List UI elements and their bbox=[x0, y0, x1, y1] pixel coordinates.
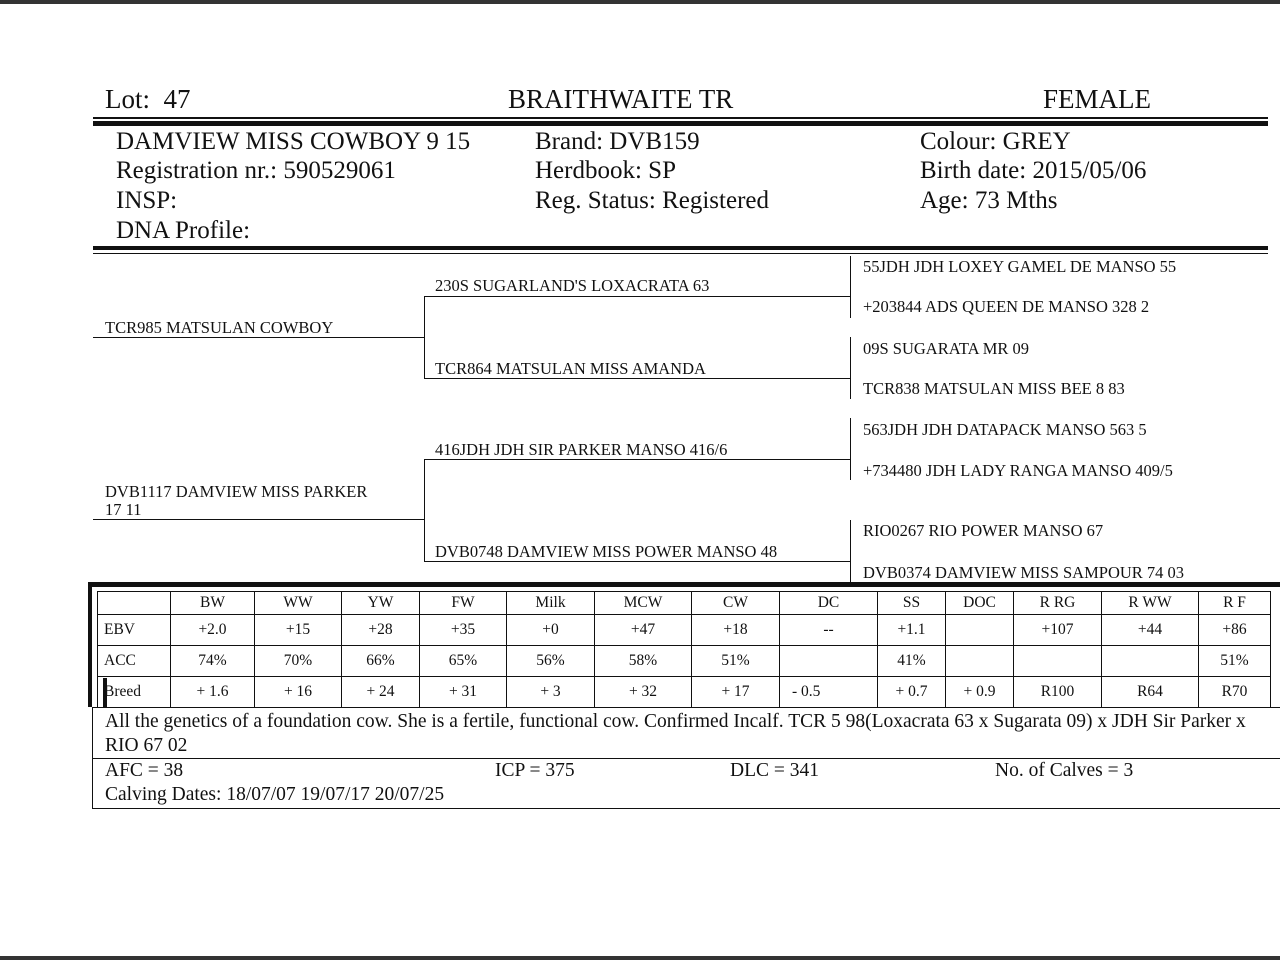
ggp-item: +734480 JDH LADY RANGA MANSO 409/5 bbox=[863, 461, 1173, 480]
breed-row bbox=[98, 677, 1271, 708]
colour-value: Colour: GREY bbox=[920, 128, 1071, 155]
breed-cell: + 3 bbox=[507, 677, 595, 708]
ebv-header-cell: R WW bbox=[1102, 592, 1199, 615]
acc-cell bbox=[1014, 646, 1102, 677]
breed-cell: + 0.9 bbox=[946, 677, 1014, 708]
age-value: Age: 73 Mths bbox=[920, 187, 1058, 214]
pedigree-dam-dam: DVB0748 DAMVIEW MISS POWER MANSO 48 bbox=[435, 542, 778, 561]
breed-row-label: Breed bbox=[98, 677, 171, 708]
ebv-row-label: EBV bbox=[98, 615, 171, 646]
ebv-cell: +44 bbox=[1102, 615, 1199, 646]
breed-cell: R70 bbox=[1199, 677, 1271, 708]
pedigree-dam: DVB1117 DAMVIEW MISS PARKER bbox=[105, 482, 368, 501]
pedigree-dam-sire: 416JDH JDH SIR PARKER MANSO 416/6 bbox=[435, 440, 728, 459]
ggp-bracket-1 bbox=[850, 256, 851, 318]
ebv-cell: +1.1 bbox=[878, 615, 946, 646]
breed-cell: + 24 bbox=[342, 677, 420, 708]
bottom-border bbox=[0, 956, 1280, 960]
dam-bracket bbox=[424, 459, 425, 561]
ggp-item: TCR838 MATSULAN MISS BEE 8 83 bbox=[863, 379, 1125, 398]
footer-bottom-rule bbox=[92, 808, 1280, 809]
ebv-header-cell: R F bbox=[1199, 592, 1271, 615]
brand-value: Brand: DVB159 bbox=[535, 128, 700, 155]
sire-bracket bbox=[424, 296, 425, 379]
ggp-bracket-2 bbox=[850, 337, 851, 399]
ebv-row bbox=[98, 615, 1271, 646]
dam-underline bbox=[93, 519, 424, 520]
insp-label: INSP: bbox=[116, 187, 178, 214]
acc-row bbox=[98, 646, 1271, 677]
acc-cell: 51% bbox=[692, 646, 780, 677]
ebv-header-cell: FW bbox=[420, 592, 507, 615]
ebv-header-cell: SS bbox=[878, 592, 946, 615]
ebv-cell: +15 bbox=[255, 615, 342, 646]
ebv-cell: +2.0 bbox=[171, 615, 255, 646]
ebv-cell: +107 bbox=[1014, 615, 1102, 646]
ebv-header-cell: CW bbox=[692, 592, 780, 615]
ggp-item: 563JDH JDH DATAPACK MANSO 563 5 bbox=[863, 420, 1147, 439]
breeder-name: BRAITHWAITE TR bbox=[508, 84, 734, 114]
top-border bbox=[0, 0, 1280, 4]
ggp-bracket-4 bbox=[850, 520, 851, 582]
pedigree-sire-dam: TCR864 MATSULAN MISS AMANDA bbox=[435, 359, 706, 378]
calving-dates: Calving Dates: 18/07/07 19/07/17 20/07/25 bbox=[105, 784, 445, 805]
ebv-cell: +0 bbox=[507, 615, 595, 646]
acc-cell: 58% bbox=[595, 646, 692, 677]
info-rule-thin bbox=[93, 253, 1268, 254]
sire-underline bbox=[93, 337, 424, 338]
ebv-header-row bbox=[98, 592, 1271, 615]
ebv-header-cell: YW bbox=[342, 592, 420, 615]
lot-number: 47 bbox=[163, 84, 191, 114]
acc-cell bbox=[1102, 646, 1199, 677]
lot-label-text: Lot: bbox=[105, 84, 150, 114]
breed-cell: + 17 bbox=[692, 677, 780, 708]
acc-cell bbox=[780, 646, 878, 677]
sex-label: FEMALE bbox=[1043, 84, 1151, 114]
lot-comment: All the genetics of a foundation cow. She is a fertile, functional cow. Confirmed Incalf. TCR 5 98(Loxacrata 63 x Sugarata 09) x JDH Sir Parker x RIO 67 02 bbox=[105, 711, 1246, 756]
ebv-cell: +35 bbox=[420, 615, 507, 646]
breed-cell: + 16 bbox=[255, 677, 342, 708]
registration-number: Registration nr.: 590529061 bbox=[116, 157, 396, 184]
ggp-item: 55JDH JDH LOXEY GAMEL DE MANSO 55 bbox=[863, 257, 1177, 276]
acc-cell: 41% bbox=[878, 646, 946, 677]
ebv-left-border bbox=[88, 582, 92, 707]
ebv-cell: +28 bbox=[342, 615, 420, 646]
ebv-header-cell: DC bbox=[780, 592, 878, 615]
ebv-cell: +47 bbox=[595, 615, 692, 646]
dam-dam-underline bbox=[424, 561, 850, 562]
header-rule-thick bbox=[93, 121, 1268, 126]
ggp-item: 09S SUGARATA MR 09 bbox=[863, 339, 1030, 358]
acc-cell: 74% bbox=[171, 646, 255, 677]
ebv-header-cell bbox=[98, 592, 171, 615]
icp-value: ICP = 375 bbox=[495, 760, 575, 781]
ebv-header-cell: MCW bbox=[595, 592, 692, 615]
ebv-table bbox=[97, 591, 1271, 708]
info-rule-thick bbox=[93, 246, 1268, 250]
ebv-cell: -- bbox=[780, 615, 878, 646]
pedigree-sire: TCR985 MATSULAN COWBOY bbox=[105, 318, 334, 337]
animal-name: DAMVIEW MISS COWBOY 9 15 bbox=[116, 128, 471, 155]
breed-cell: R64 bbox=[1102, 677, 1199, 708]
birth-date-value: Birth date: 2015/05/06 bbox=[920, 157, 1147, 184]
dam-sire-underline bbox=[424, 459, 850, 460]
breed-cell: + 1.6 bbox=[171, 677, 255, 708]
acc-row-label: ACC bbox=[98, 646, 171, 677]
acc-cell bbox=[946, 646, 1014, 677]
ebv-cell: +86 bbox=[1199, 615, 1271, 646]
comment-top-rule bbox=[92, 707, 1280, 708]
ggp-item: +203844 ADS QUEEN DE MANSO 328 2 bbox=[863, 297, 1150, 316]
afc-value: AFC = 38 bbox=[105, 760, 184, 781]
ebv-cell bbox=[946, 615, 1014, 646]
acc-cell: 51% bbox=[1199, 646, 1271, 677]
dna-profile-label: DNA Profile: bbox=[116, 217, 251, 244]
ebv-header-cell: WW bbox=[255, 592, 342, 615]
pedigree-sire-sire: 230S SUGARLAND'S LOXACRATA 63 bbox=[435, 276, 710, 295]
ggp-bracket-3 bbox=[850, 418, 851, 480]
dlc-value: DLC = 341 bbox=[730, 760, 819, 781]
acc-cell: 56% bbox=[507, 646, 595, 677]
acc-cell: 66% bbox=[342, 646, 420, 677]
lot-label bbox=[105, 84, 191, 115]
ebv-header-cell: Milk bbox=[507, 592, 595, 615]
herdbook-value: Herdbook: SP bbox=[535, 157, 676, 184]
sire-dam-underline bbox=[424, 378, 850, 379]
acc-cell: 70% bbox=[255, 646, 342, 677]
reg-status-value: Reg. Status: Registered bbox=[535, 187, 769, 214]
ebv-cell: +18 bbox=[692, 615, 780, 646]
breed-cell: R100 bbox=[1014, 677, 1102, 708]
breed-cell: + 0.7 bbox=[878, 677, 946, 708]
ebv-header-cell: DOC bbox=[946, 592, 1014, 615]
header-rule-thin bbox=[93, 117, 1268, 119]
sire-sire-underline bbox=[424, 296, 850, 297]
footer-top-rule bbox=[92, 758, 1280, 759]
ebv-header-cell: BW bbox=[171, 592, 255, 615]
ebv-header-cell: R RG bbox=[1014, 592, 1102, 615]
ggp-item: DVB0374 DAMVIEW MISS SAMPOUR 74 03 bbox=[863, 563, 1185, 582]
calves-count: No. of Calves = 3 bbox=[995, 760, 1134, 781]
breed-cell: - 0.5 bbox=[780, 677, 878, 708]
breed-cell: + 31 bbox=[420, 677, 507, 708]
ebv-rule-thick bbox=[88, 582, 1280, 587]
ggp-item: RIO0267 RIO POWER MANSO 67 bbox=[863, 521, 1104, 540]
pedigree-dam-line2: 17 11 bbox=[105, 500, 142, 519]
breed-cell: + 32 bbox=[595, 677, 692, 708]
acc-cell: 65% bbox=[420, 646, 507, 677]
